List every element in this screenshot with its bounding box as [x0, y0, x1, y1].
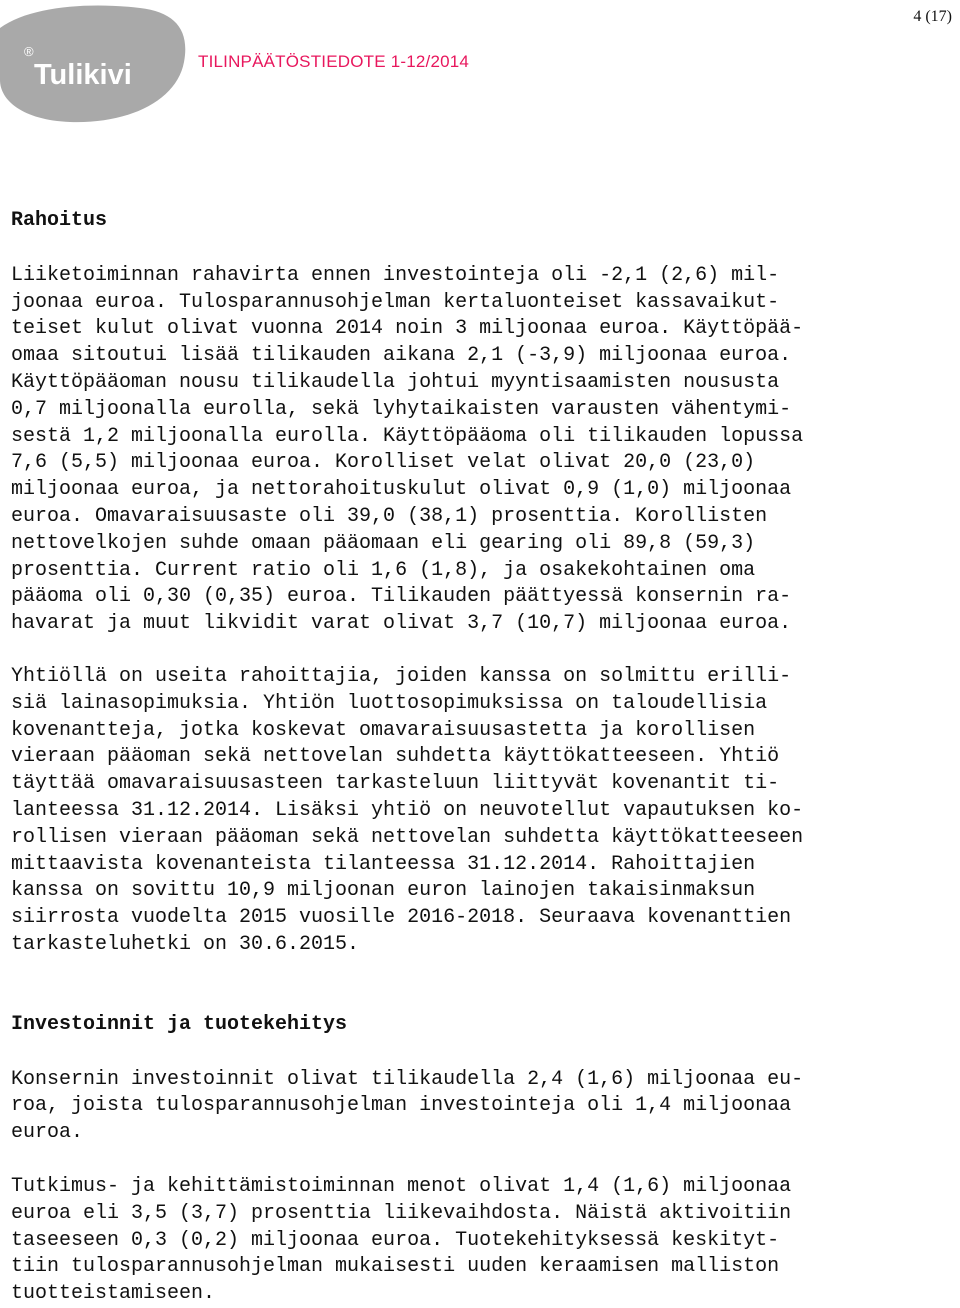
paragraph-investoinnit-1 [11, 1067, 956, 1147]
text-line: Liiketoiminnan rahavirta ennen investointeja oli -2,1 (2,6) mil- [11, 263, 780, 287]
text-line: tiin tulosparannusohjelman mukaisesti uuden keraamisen malliston [11, 1255, 780, 1279]
text-line: prosenttia. Current ratio oli 1,6 (1,8), ja osakekohtainen oma [11, 558, 756, 582]
text-line: taseeseen 0,3 (0,2) miljoonaa euroa. Tuotekehityksessä keskityt- [11, 1228, 780, 1252]
text-line: Käyttöpääoman nousu tilikaudella johtui myyntisaamisten noususta [11, 370, 780, 394]
paragraph-investoinnit-2 [11, 1174, 956, 1308]
paragraph-rahoitus-2 [11, 664, 956, 959]
text-line: täyttää omavaraisuusasteen tarkasteluun liittyvät kovenantit ti- [11, 772, 780, 796]
text-line: euroa. [11, 1121, 84, 1145]
tulikivi-logo [0, 0, 188, 125]
text-line: sestä 1,2 miljoonalla eurolla. Käyttöpääoma oli tilikauden lopussa [11, 424, 804, 448]
text-line: havarat ja muut likvidit varat olivat 3,7 (10,7) miljoonaa euroa. [11, 612, 792, 636]
report-title: TILINPÄÄTÖSTIEDOTE 1-12/2014 [198, 52, 470, 71]
text-line: omaa sitoutui lisää tilikauden aikana 2,1 (-3,9) miljoonaa euroa. [11, 344, 792, 368]
document-body [11, 208, 956, 1308]
paragraph-rahoitus-1 [11, 263, 956, 638]
text-line: nettovelkojen suhde omaan pääomaan eli gearing oli 89,8 (59,3) [11, 531, 756, 555]
text-line: pääoma oli 0,30 (0,35) euroa. Tilikauden päättyessä konsernin ra- [11, 585, 792, 609]
logo-mark: ® [24, 44, 34, 59]
text-line: rollisen vieraan pääoman sekä nettovelan suhdetta käyttökatteeseen [11, 825, 804, 849]
text-line: Yhtiöllä on useita rahoittajia, joiden kanssa on solmittu erilli- [11, 664, 792, 688]
text-line: euroa eli 3,5 (3,7) prosenttia liikevaihdosta. Näistä aktivoitiin [11, 1201, 792, 1225]
text-line: miljoonaa euroa, ja nettorahoituskulut olivat 0,9 (1,0) miljoonaa [11, 478, 792, 502]
text-line: mittaavista kovenanteista tilanteessa 31.12.2014. Rahoittajien [11, 852, 756, 876]
text-line: teiset kulut olivat vuonna 2014 noin 3 miljoonaa euroa. Käyttöpää- [11, 317, 804, 341]
page-number: 4 (17) [913, 8, 952, 25]
tulikivi-logo-graphic [0, 0, 188, 125]
text-line: kovenantteja, jotka koskevat omavaraisuusastetta ja korollisen [11, 718, 756, 742]
text-line: 0,7 miljoonalla eurolla, sekä lyhytaikaisten varausten vähentymi- [11, 397, 792, 421]
text-line: kanssa on sovittu 10,9 miljoonan euron lainojen takaisinmaksun [11, 879, 756, 903]
text-line: tuotteistamiseen. [11, 1282, 216, 1306]
text-line: Tutkimus- ja kehittämistoiminnan menot olivat 1,4 (1,6) miljoonaa [11, 1174, 792, 1198]
text-line: vieraan pääoman sekä nettovelan suhdetta käyttökatteeseen. Yhtiö [11, 745, 780, 769]
text-line: euroa. Omavaraisuusaste oli 39,0 (38,1) prosenttia. Korollisten [11, 504, 768, 528]
text-line: siä lainasopimuksia. Yhtiön luottosopimuksissa on taloudellisia [11, 691, 768, 715]
section-heading-rahoitus: Rahoitus [11, 209, 108, 232]
text-line: tarkasteluhetki on 30.6.2015. [11, 932, 360, 956]
logo-text: Tulikivi [34, 59, 132, 91]
text-line: joonaa euroa. Tulosparannusohjelman kertaluonteiset kassavaikut- [11, 290, 780, 314]
text-line: Konsernin investoinnit olivat tilikaudella 2,4 (1,6) miljoonaa eu- [11, 1067, 804, 1091]
text-line: siirrosta vuodelta 2015 vuosille 2016-2018. Seuraava kovenanttien [11, 906, 792, 930]
section-heading-investoinnit: Investoinnit ja tuotekehitys [11, 1012, 348, 1036]
text-line: roa, joista tulosparannusohjelman investointeja oli 1,4 miljoonaa [11, 1094, 792, 1118]
text-line: lanteessa 31.12.2014. Lisäksi yhtiö on neuvotellut vapautuksen ko- [11, 798, 804, 822]
text-line: 7,6 (5,5) miljoonaa euroa. Korolliset velat olivat 20,0 (23,0) [11, 451, 756, 475]
